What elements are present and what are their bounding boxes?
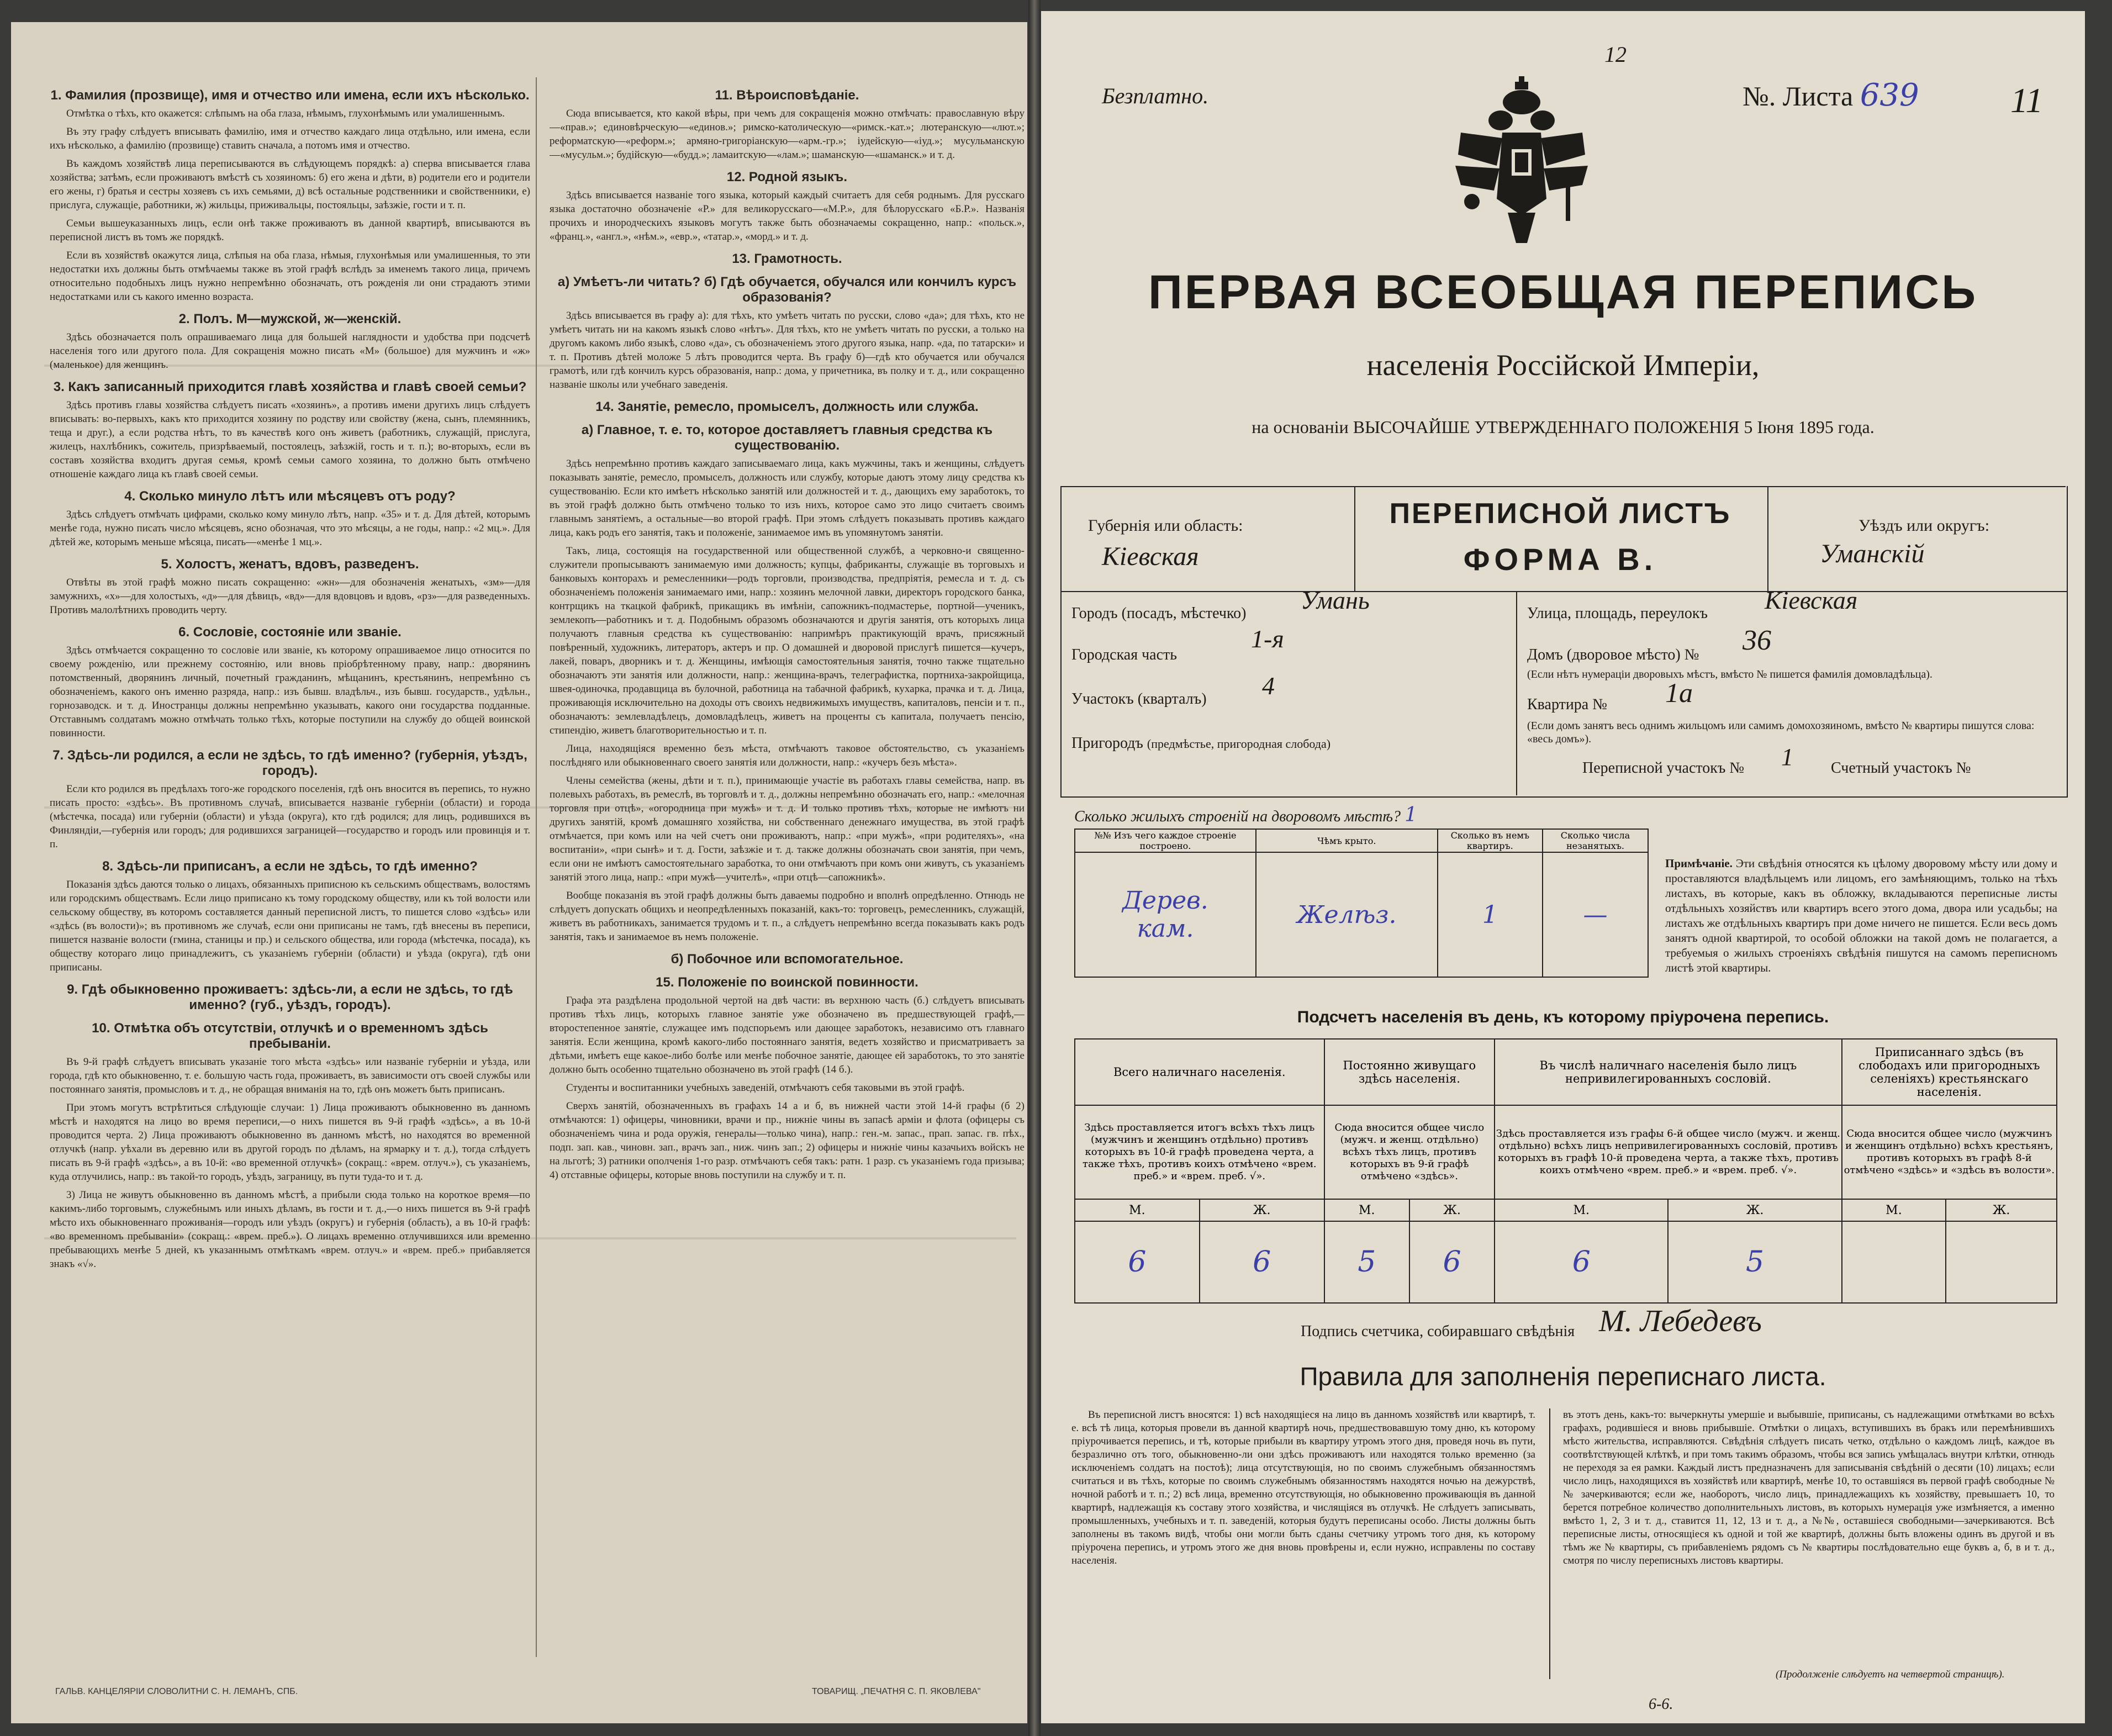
pencil-page-number: 12 [1604, 42, 1627, 67]
mz-label: Ж. [1409, 1199, 1495, 1221]
gubernia-box [1060, 486, 1355, 592]
paragraph: Показанія здѣсь даются только о лицахъ, обязанныхъ приписною къ сельскимъ обществамъ, волостямъ или городскимъ обществамъ. Если лицо приписано къ тому городскому обществу, или къ той волости или сельскому обществу, въ которомъ составляется данный переписной листъ, то пишется слово «здѣсь» или «здѣсь (въ волости)»; въ противномъ же случаѣ, если они приписаны не тамъ, гдѣ внесены въ переписи, пишется названіе волости (гмина, станицы и пр.) и сельского общества, или города (мѣстечка, посада), къ обществу котораго лицо принадлежитъ, съ указаніемъ губерніи (области) и уѣзда (округа), гдѣ они приписаны. [50, 879, 530, 973]
left-page [11, 22, 1027, 1723]
column-divider [536, 77, 537, 1657]
paragraph: Здѣсь непремѣнно противъ каждаго записываемаго лица, какъ мужчины, такъ и женщины, слѣдуетъ показывать занятіе, ремесло, промыселъ, должность или службу, которые даютъ этому лицу средства къ существованію. Если кто имѣетъ нѣсколько занятій или должностей и т. д., дающихъ ему заработокъ, то въ этой графѣ должно быть отмѣчено только то изъ нихъ, которое само это лицо считаетъ своимъ главнымъ занятіемъ, а остальные—во второй графѣ. При этомъ слѣдуетъ показывать противъ каждаго лица, какъ родъ его занятія, такъ и положеніе, занимаемое имъ въ упомянутомъ занятіи. [550, 458, 1025, 539]
paragraph: Вообще показанія въ этой графѣ должны быть даваемы подробно и вполнѣ опредѣленно. Отнюдь не слѣдуетъ допускать общихъ и неопредѣленныхъ показаній, какъ-то: торговецъ, ремесленникъ, служащій, живетъ въ работникахъ, занимается трудомъ и т. п., а слѣдуетъ непремѣнно всегда показывать какъ родъ занятія, такъ и занимаемое въ немъ положеніе. [550, 890, 1025, 943]
section-heading: 8. Здѣсь-ли приписанъ, а если не здѣсь, то гдѣ именно? [102, 859, 478, 874]
list-title: ПЕРЕПИСНОЙ ЛИСТЪ [1389, 498, 1731, 530]
section-heading: 13. Грамотность. [732, 251, 842, 266]
section-heading: 14. Занятіе, ремесло, промыселъ, должность или служба. [595, 399, 979, 414]
uchastok-value: 4 [1262, 672, 1275, 700]
signature-value: М. Лебедевъ [1599, 1304, 1762, 1338]
count-desc: Здѣсь проставляется итогъ всѣхъ тѣхъ лицъ (мужчинъ и женщинъ отдѣльно) противъ которыхъ въ 10-й графѣ проведена черта, а также тѣхъ, противъ коихъ отмѣчено «врем. преб.» и «врем. преб. √». [1075, 1105, 1324, 1199]
perepis-uchastok-label: Переписной участокъ № [1582, 759, 1745, 777]
uezd-value: Уманскій [1820, 539, 1925, 568]
gubernia-value: Кіевская [1102, 542, 1199, 571]
census-basis: на основаніи ВЫСОЧАЙШЕ УТВЕРЖДЕННАГО ПОЛОЖЕНІЯ 5 Іюня 1895 года. [1252, 417, 1875, 437]
paragraph: Въ каждомъ хозяйствѣ лица переписываются въ слѣдующемъ порядкѣ: а) сперва вписывается глава хозяйства; затѣмъ, если проживаютъ вмѣстѣ съ хозяиномъ: б) его жена и дѣти, в) родители его и родители его жены, г) братья и сестры хозяевъ съ ихъ семьями, д) всѣ остальные родственники и свойственники, е) прислуга, служащіе, работники, ж) жильцы, приживальцы, постояльцы, заѣзжіе, гости и т. п. [50, 158, 530, 211]
signature-label: Подпись счетчика, собиравшаго свѣдѣнія [1301, 1323, 1575, 1340]
paragraph: Семьи вышеуказанныхъ лицъ, если онѣ также проживаютъ въ данной квартирѣ, вписываются въ переписной листъ въ томъ же порядкѣ. [50, 218, 530, 243]
count-header: Приписаннаго здѣсь (въ слободахъ или пригородныхъ селеніяхъ) крестьянскаго населенія. [1842, 1039, 2057, 1105]
mz-label: Ж. [1946, 1199, 2057, 1221]
count-header: Въ числѣ наличнаго населенія было лицъ непривилегированныхъ сословій. [1495, 1039, 1842, 1105]
buildings-question: Сколько жилыхъ строеній на дворовомъ мѣстѣ? 1 [1074, 804, 1417, 826]
kv-value: 1а [1665, 677, 1693, 708]
bld-header: Чѣмъ крыто. [1256, 829, 1438, 852]
section-heading: а) Умѣетъ-ли читать? б) Гдѣ обучается, обучался или кончилъ курсъ образованія? [557, 275, 1017, 305]
section-heading: 4. Сколько минуло лѣтъ или мѣсяцевъ отъ роду? [124, 489, 456, 504]
instructions-column-2 [550, 80, 1025, 1690]
sheet-number-label: №. Листа 639 [1743, 77, 1919, 113]
paragraph: Студенты и воспитанники учебныхъ заведеній, отмѣчаютъ себя таковыми въ этой графѣ. [566, 1082, 965, 1094]
count-value: 5 [1668, 1221, 1841, 1303]
section-heading: а) Главное, т. е. то, которое доставляетъ главныя средства къ существованію. [581, 423, 993, 453]
mz-label: М. [1075, 1199, 1200, 1221]
bld-cell: Дерев. кам. [1075, 852, 1256, 977]
house-label: Домъ (дворовое мѣсто) № [1527, 646, 1699, 663]
paragraph: Здѣсь вписывается въ графу а): для тѣхъ, кто умѣетъ читать по русски, слово «да»; для тѣхъ, кто не умѣетъ читать ни на какомъ языкѣ слово «нѣтъ». Для тѣхъ, кто не умѣетъ читать по русски, а только на другомъ какомъ либо языкѣ, слово «да», съ обозначеніемъ этого другого языка, напр. «да, по татарски» и т. п. Противъ дѣтей моложе 5 лѣтъ проводится черта. Въ графу б)—гдѣ кто обучается или обучался грамотѣ, или гдѣ кончилъ курсъ образованія, напр.: дома, у причетника, въ полку и т. д., или сокращенно названіе школы или учебнаго заведенія. [550, 310, 1025, 391]
paragraph: Отмѣтка о тѣхъ, кто окажется: слѣпымъ на оба глаза, нѣмымъ, глухонѣмымъ или умалишеннымъ. [66, 108, 505, 119]
paragraph: Графа эта раздѣлена продольной чертой на двѣ части: въ верхнюю часть (б.) слѣдуетъ вписывать противъ тѣхъ лицъ, которыхъ главное занятіе уже обозначено въ предшествующей графѣ,—второстепенное занятіе, служащее имъ подспорьемъ или дающее заработокъ, независимо отъ главнаго занятія. Если женщина, кромѣ какого-либо постояннаго занятія, ведетъ хозяйство и присматриваетъ за дѣтьми, имѣетъ еще какое-либо болѣе или менѣе побочное занятіе, дающее ей заработокъ, то это занятіе должно быть особенно тщательно обозначено въ этой графѣ (14 б.). [550, 995, 1025, 1075]
mz-label: М. [1324, 1199, 1409, 1221]
house-value: 36 [1743, 625, 1771, 656]
paragraph: Если въ хозяйствѣ окажутся лица, слѣпыя на оба глаза, нѣмыя, глухонѣмыя или умалишенныя, то эти недостатки ихъ должны быть отмѣчаемы также въ этой графѣ вслѣдъ за именемъ такого лица, причемъ относительно подобныхъ лицъ нужно непремѣнно обозначать, отъ рожденія ли они страдаютъ этими недостатками или съ какого именно возраста. [50, 250, 530, 303]
bld-cell: — [1543, 852, 1648, 977]
count-header: Всего наличнаго населенія. [1075, 1039, 1324, 1105]
city-part-value: 1-я [1251, 625, 1284, 653]
paragraph: Такъ, лица, состоящія на государственной или общественной службѣ, а черковно-и священно-служители пропысываютъ занимаемую ими должность; купцы, фабриканты, служащіе въ торговыхъ и банковыхъ конторахъ и ремесленники—родъ торговли, производства, предпріятія, ремесла и т. д. съ обозначеніемъ положенія занимаемаго ими, напр.: хозяинъ мелочной лавки, директоръ городского банка, контрщикъ на ткацкой фабрикѣ, прикащикъ въ имѣніи, сапожникъ-подмастерье, портной—ученикъ, землекопъ—работникъ и т. д. Подобнымъ образомъ обозначаются и другія занятія, отъ которыхъ лица получаютъ главныя средства къ существованію: напримѣръ практикующій врачъ, присяжный повѣренный, художникъ, литераторъ, актеръ и пр. О домашней и дворовой прислугѣ пишется—кучеръ, лакей, поваръ, дворникъ и т. д. Женщины, имѣющія самостоятельныя занятія, точно также тщательно обозначаютъ эти занятія или должности, напр.: женщина-врачъ, телеграфистка, портниха-закройщица, швея-одиночка, продавщица въ булочной, работница на табачной фабрикѣ, кухарка, прачка и т. д. Лица, проживающія исключительно на доходы отъ своихъ недвижимыхъ имуществъ, капиталовъ, пенсіи и т. п., обозначаютъ: землевладѣлецъ, домовладѣлецъ, живетъ на проценты съ капитала, получаетъ пенсію, стипендію, живетъ благотворительностью и т. п. [550, 545, 1025, 736]
pencil-note: 6-6. [1649, 1696, 1673, 1713]
section-heading: 9. Гдѣ обыкновенно проживаетъ: здѣсь-ли, а если не здѣсь, то гдѣ именно? (губ., уѣздъ, городъ). [67, 982, 513, 1012]
paragraph: Сюда вписывается, кто какой вѣры, при чемъ для сокращенія можно отмѣчать: православную вѣру—«прав.»; единовѣрческую—«единов.»; римско-католическую—«римск.-кат.»; лютеранскую—«лют.»; реформатскую—«реформ.»; армяно-григоріанскую—«арм.-гр.»; іудейскую—«іуд.»; мусульманскую—«мусульм.»; будійскую—«будд.»; ламаитскую—«лам.»; шаманскую—«шаманск.» и т. д. [550, 108, 1025, 161]
bld-cell: Желѣз. [1256, 852, 1438, 977]
paragraph: Отвѣты въ этой графѣ можно писать сокращенно: «жн»—для обозначенія женатыхъ, «зм»—для замужнихъ, «х»—для холостыхъ, «д»—для дѣвицъ, «вд»—для вдовцовъ и вдовъ, «рз»—для разведенныхъ. Противъ малолѣтнихъ проводить черту. [50, 577, 530, 616]
section-heading: 6. Сословіе, состояніе или званіе. [178, 625, 402, 640]
count-value: 6 [1409, 1221, 1495, 1303]
schet-uchastok-label: Счетный участокъ № [1831, 759, 1971, 777]
paragraph: Члены семейства (жены, дѣти и т. п.), принимающіе участіе въ работахъ главы семейства, напр. въ полевыхъ работахъ, въ ремеслѣ, въ торговлѣ и т. д., должны непремѣнно обозначать его, напр.: «мелочная торговля при отцѣ», «огородница при мужѣ» и т. д. И только противъ тѣхъ, которые не имѣютъ ни другихъ занятій, кромѣ домашняго хозяйства, ни собственнаго денежнаго имущества, въ этой графѣ отмѣчается, при комъ или на чей счетъ они проживаютъ, напр.: «при мужѣ», «при родителяхъ», «на воспитаніи», «при сынѣ» и т. д. Гости, заѣзжіе и т. д. также должны обозначать свои занятія, при чемъ, если они не имѣютъ самостоятельнаго заработка, то они отмѣчаютъ при комъ они живутъ, съ указаніемъ занятій этого лица, напр.: «при мужѣ—учителѣ», «при отцѣ—сапожникѣ». [550, 775, 1025, 883]
paragraph: Сверхъ занятій, обозначенныхъ въ графахъ 14 а и б, въ нижней части этой 14-й графы (б 2) отмѣчаются: 1) офицеры, чиновники, врачи и пр., нижніе чины въ запасѣ арміи и флота (офицеры съ обозначеніемъ чина и рода оружія, генералы—только чина), напр.: ген.-м. запас., прап. запас. гв. пѣх., подп. зап. кав., чиновн. зап., врачъ зап., ниж. чинъ зап.; 2) офицеры и нижніе чины казачьихъ войскъ не на льготѣ; 3) ратники ополченія 1-го разр. отмѣчаютъ себя такъ: ратн. 1 разр. съ указаніемъ года призыва; 4) отставные офицеры, которые вновь поступили на службу и т. п. [550, 1100, 1025, 1181]
bld-header: №№ Изъ чего каждое строеніе построено. [1075, 829, 1256, 852]
paragraph: Здѣсь вписывается названіе того языка, который каждый считаетъ для себя роднымъ. Для русскаго языка достаточно обозначеніе «Р.» для великорусскаго—«М.Р.», для бѣлорусскаго «Б.Р.». Названія прочихъ и инородческихъ языковъ могутъ также быть обозначаемы сокращенно, напр.: «польск.», «франц.», «англ.», «нѣм.», «евр.», «татар.», «морд.» и т. д. [550, 189, 1025, 242]
census-title: ПЕРВАЯ ВСЕОБЩАЯ ПЕРЕПИСЬ [1148, 266, 1978, 319]
count-value [1842, 1221, 1946, 1303]
corner-number: 11 [2010, 81, 2044, 120]
printer-imprint-left: ГАЛЬВ. КАНЦЕЛЯРІИ СЛОВОЛИТНИ С. Н. ЛЕМАНЪ, СПБ. [55, 1687, 298, 1696]
count-value [1946, 1221, 2057, 1303]
mz-label: М. [1495, 1199, 1668, 1221]
street-label: Улица, площадь, переулокъ [1527, 605, 1708, 622]
paragraph: Здѣсь отмѣчается сокращенно то сословіе или званіе, къ которому опрашиваемое лицо относится по своему рожденію, или прежнему состоянію, или вновь пріобрѣтенному праву, напр.: дворянинъ потомственный, дворянинъ личный, почетный гражданинъ, мѣщанинъ, крестьянинъ, непремѣнно съ обозначеніемъ, какого онъ именно разряда, напр.: изъ бывш. владѣльч., изъ бывш. государств., удѣльн., горнозаводск. и т. д. Иностранцы должны непремѣнно указывать, какого они государства подданные. Отставнымъ солдатамъ можно отмѣчать только тѣхъ, которые поступили на службу до общей воинской повинности. [50, 645, 530, 739]
imperial-eagle-icon [1450, 72, 1593, 254]
right-page [1041, 11, 2085, 1723]
gubernia-label: Губернія или область: [1088, 516, 1243, 535]
city-part-label: Городская часть [1071, 646, 1178, 663]
rules-column-1: Въ переписной листъ вносятся: 1) всѣ находящіеся на лицо въ данномъ хозяйствѣ или квартирѣ, т. е. всѣ тѣ лица, которыя провели въ данной квартирѣ ночь, предшествовавшую тому дню, къ которому пріурочивается перепись, и тѣ, которые прибыли въ квартиру утромъ этого дня, проведя ночь въ пути, безразлично отъ того, обыкновенно-ли они здѣсь проживаютъ или находятся только временно (за исключеніемъ солдатъ на постоѣ); лица отсутствующія, но по своимъ служебнымъ обязанностямъ считаться и въ тѣхъ, которые по своимъ служебнымъ обязанностямъ находятся ночью на дежурствѣ, ночной работѣ и т. п.; 2) всѣ лица, временно отсутствующія, но обыкновенно проживающія въ данной квартирѣ, надлежащія къ составу этого хозяйства, и числящіяся въ отлучкѣ. Не слѣдуетъ записывать, промышленныхъ, учебныхъ и т. п. заведеній, которыя будутъ переписаны особо. Листы должны быть заполнены въ такомъ видѣ, чтобы они могли быть сданы счетчику утромъ того дня, къ которому пріурочена перепись, и утромъ этого же дня вновь провѣрены и, если нужно, исправлены по составу населенія. [1071, 1409, 1535, 1566]
paragraph: Здѣсь слѣдуетъ отмѣчать цифрами, сколько кому минуло лѣтъ, напр. «35» и т. д. Для дѣтей, которымъ менѣе года, нужно писать число мѣсяцевъ, ясно обозначая, что это мѣсяцы, а не годы, напр.: «2 мц.». Для дѣтей же, которымъ меньше мѣсяца, писать—«менѣе 1 мц.». [50, 509, 530, 548]
paragraph: Здѣсь обозначается полъ опрашиваемаго лица для большей наглядности и удобства при подсчетѣ населенія того или другого пола. Для сокращенія можно писать «М» (большое) для мужчинъ и «ж» (маленькое) для женщинъ. [50, 331, 530, 371]
section-heading: 2. Полъ. М—мужской, ж—женскій. [178, 312, 402, 326]
count-desc: Здѣсь проставляется изъ графы 6-й общее число (мужч. и женщ. отдѣльно) всѣхъ лицъ непривилегированныхъ сословій, противъ которыхъ въ графѣ 10-й проведена черта, а также тѣхъ, противъ коихъ отмѣчено «врем. преб.» и «врем. преб. √». [1495, 1105, 1842, 1199]
buildings-table [1074, 829, 1649, 978]
paragraph: Если кто родился въ предѣлахъ того-же городского поселенія, гдѣ онъ вносится въ перепись, то нужно писать просто: «здѣсь». Въ противномъ случаѣ, вписывается названіе губерніи (области) и города (мѣстечка, посада) или губерніи (области) и уѣзда (округа), кто гдѣ родился; для лицъ, родившихся въ Финляндіи,—губернія или городъ; для родившихся заграницей—государство и городъ или провинція и т. п. [50, 783, 530, 850]
count-value: 6 [1075, 1221, 1200, 1303]
note-block: Примѣчаніе. Эти свѣдѣнія относятся къ цѣлому дворовому мѣсту или дому и проставляются владѣльцемъ или лицомъ, его замѣняющимъ, только на тѣхъ листахъ, въ которые, какъ въ обложку, вкладываются переписные листы отдѣльныхъ хозяйствъ или квартиръ всего этого дома, двора или усадьбы; на листахъ же отдѣльныхъ квартиръ при доме ничего не пишется. Если весь домъ занятъ одной квартирой, то особой обложки на такой домъ не полагается, а требуемыя о жилыхъ строеніяхъ свѣдѣнія пишутся на самомъ переписномъ листѣ этой квартиры. [1665, 857, 2057, 974]
prigorod-label: Пригородъ (предмѣстье, пригородная слобода) [1071, 735, 1331, 752]
uezd-label: Уѣздъ или округъ: [1858, 516, 1990, 535]
form-label: ФОРМА В. [1463, 542, 1657, 577]
count-value: 5 [1324, 1221, 1409, 1303]
count-table [1074, 1038, 2057, 1304]
bld-header: Сколько числа незанятыхъ. [1543, 829, 1648, 852]
mz-label: М. [1842, 1199, 1946, 1221]
instructions-column-1 [50, 80, 530, 1690]
rules-column-2: въ этотъ день, какъ-то: вычеркнуты умершіе и выбывшіе, приписаны, съ надлежащими отмѣтками во всѣхъ графахъ, родившіеся и вновь прибывшіе. Отмѣтки о лицахъ, вступившихъ въ бракъ или перемѣнившихъ мѣсто жительства, исправляются. Свѣдѣнія слѣдуетъ писать четко, отдѣльно о каждомъ лицѣ, каждое въ соотвѣтствующей клѣткѣ, и при томъ такимъ образомъ, чтобы вся запись умѣщалась внутри клѣтки, отнюдь не переходя за ея рамки. Каждый листъ предназначенъ для записыванія свѣдѣній о десяти (10) лицахъ; если число лицъ, находящихся въ хозяйствѣ или квартирѣ, менѣе 10, то оставшіяся въ первой графѣ свободные №№ зачеркиваются; если же, наоборотъ, число лицъ, принадлежащихъ къ хозяйству, превышаетъ 10, то берется потребное количество дополнительныхъ листовъ, въ которыхъ нумерація уже измѣняется, а именно вмѣсто 1, 2, 3 и т. д., ставится 11, 12, 13 и т. д., а №№, оставшіеся свободными—зачеркиваются. Всѣ переписные листы, относящіеся къ одной и той же квартирѣ, должны быть вложены одинъ въ другой и въ тѣмъ же № квартиры, съ прибавленіемъ рядомъ съ № квартиры послѣдовательно еще буквъ а, б, в и т. д., смотря по числу переписныхъ листовъ квартиры. [1563, 1409, 2055, 1566]
city-value: Умань [1301, 586, 1370, 614]
section-heading: 1. Фамилия (прозвище), имя и отчество или имена, если ихъ нѣсколько. [50, 88, 530, 103]
count-value: 6 [1495, 1221, 1668, 1303]
address-divider [1516, 591, 1517, 795]
section-heading: 5. Холостъ, женатъ, вдовъ, разведенъ. [161, 557, 419, 572]
mz-label: Ж. [1668, 1199, 1841, 1221]
paragraph: 3) Лица не живутъ обыкновенно въ данномъ мѣстѣ, а прибыли сюда только на короткое время—по какимъ-либо торговымъ, служебнымъ или иныхъ дѣламъ, въ гости и т. д.,—о нихъ пишется въ 9-й графѣ мѣсто ихъ обыкновеннаго проживанія—городъ или уѣздъ (округъ) и губернія (область), а въ 10-й графѣ: «во временномъ пребываніи» (сокращ.: «врем. преб.»). О лицахъ временно отлучившихся или временно пребывающихъ менѣе 5 дней, къ указаннымъ отмѣткамъ «врем. отлуч.» и «врем. преб.» прибавляется знакъ «√». [50, 1189, 530, 1270]
perepis-uchastok-value: 1 [1781, 743, 1793, 771]
paragraph: Здѣсь противъ главы хозяйства слѣдуетъ писать «хозяинъ», а противъ имени другихъ лицъ слѣдуетъ вписывать: во-первыхъ, какъ кто приходится хозяину по родству или свойству (жена, сынъ, племянникъ, теща и друг.), а если родства нѣтъ, то въ качествѣ кого онъ живетъ (работникъ, служащій, прислуга, жилецъ, нахлѣбникъ, сожитель, призрѣваемый, постоялецъ, заѣзжій, гость и т. п.); во-вторыхъ, если въ составъ хозяйства входитъ другая семья, кромѣ семьи самого хозяина, то должно быть отмѣчено отношеніе каждаго лица къ главѣ своей семьи. [50, 399, 530, 480]
rules-divider [1549, 1408, 1550, 1679]
paragraph: При этомъ могутъ встрѣтиться слѣдующіе случаи: 1) Лица проживаютъ обыкновенно въ данномъ мѣстѣ и находятся на лицо во время переписи,—о нихъ пишется въ 9-й графѣ «здѣсь», а въ 10-й проводится черта. 2) Лица проживаютъ обыкновенно въ данномъ мѣстѣ, но находятся во временной отлучкѣ (напр. уѣхали въ деревню или въ другой городъ по дѣламъ, на ярмарку и т. д.), тогда слѣдуетъ писать въ 9-й графѣ «здѣсь», а въ 10-й: «во временной отлучкѣ» (сокращ.: «врем. отлуч.»), съ указаніемъ, куда отлучились, напр.: въ такой-то городъ, уѣздъ, заграницу, въ пути туда-то и т. д. [50, 1102, 530, 1183]
book-spine [1028, 0, 1041, 1736]
count-header: Постоянно живущаго здѣсь населенія. [1324, 1039, 1495, 1105]
paragraph: Въ эту графу слѣдуетъ вписывать фамилію, имя и отчество каждаго лица отдѣльно, или имена, если ихъ нѣсколько, а фамилію (прозвище) ставить сначала, а потомъ имя и отчество. [50, 126, 530, 151]
bld-header: Сколько въ немъ квартиръ. [1438, 829, 1543, 852]
section-heading: 3. Какъ записанный приходится главѣ хозяйства и главѣ своей семьи? [53, 379, 527, 394]
section-heading: 11. Вѣроисповѣданіе. [715, 88, 859, 103]
paragraph: Въ 9-й графѣ слѣдуетъ вписывать указаніе того мѣста «здѣсь» или названіе губерніи и уѣзда, или города, гдѣ кто обыкновенно, т. е. большую часть года, проживаетъ, въ зависимости отъ своей службы или постояннаго занятія, промысловъ и т. д., не обращая вниманія на то, гдѣ онъ можетъ быть приписанъ. [50, 1056, 530, 1095]
kv-note: (Если домъ занятъ весь однимъ жильцомъ или самимъ домохозяиномъ, вмѣсто № квартиры пишутся слова: «весь домъ»). [1527, 720, 2035, 745]
section-heading: 10. Отмѣтка объ отсутствіи, отлучкѣ и о временномъ здѣсь пребываніи. [92, 1021, 488, 1051]
section-heading: 12. Родной языкъ. [726, 170, 848, 184]
rules-continuation: (Продолженіе слѣдуетъ на четвертой страницѣ). [1776, 1669, 2005, 1680]
free-label: Безплатно. [1102, 83, 1209, 108]
bld-cell: 1 [1438, 852, 1543, 977]
kv-label: Квартира № [1527, 696, 1607, 713]
section-heading: б) Побочное или вспомогательное. [670, 952, 904, 967]
street-value: Кіевская [1765, 586, 1858, 614]
mz-label: Ж. [1200, 1199, 1324, 1221]
paragraph: Лица, находящіяся временно безъ мѣста, отмѣчаютъ таковое обстоятельство, съ указаніемъ послѣдняго или обыкновеннаго своего занятія или должности, напр.: «кучеръ безъ мѣста». [550, 743, 1025, 768]
count-desc: Сюда вносится общее число (мужч. и женщ. отдѣльно) всѣхъ тѣхъ лицъ, противъ которыхъ въ 9-й графѣ отмѣчено «здѣсь». [1324, 1105, 1495, 1199]
printer-imprint-right: ТОВАРИЩ. „ПЕЧАТНЯ С. П. ЯКОВЛЕВА" [812, 1687, 981, 1696]
census-subtitle: населенія Россійской Имперіи, [1366, 349, 1760, 382]
count-desc: Сюда вносится общее число (мужчинъ и женщинъ отдѣльно) всѣхъ крестьянъ, противъ которыхъ въ графѣ 8-й отмѣчено «здѣсь» и «здѣсь въ волости». [1842, 1105, 2057, 1199]
section-heading: 7. Здѣсь-ли родился, а если не здѣсь, то гдѣ именно? (губернія, уѣздъ, городъ). [52, 748, 527, 778]
count-title: Подсчетъ населенія въ день, къ которому пріурочена перепись. [1297, 1008, 1829, 1026]
section-heading: 15. Положеніе по воинской повинности. [656, 975, 918, 990]
uchastok-label: Участокъ (кварталъ) [1071, 690, 1207, 708]
count-value: 6 [1200, 1221, 1324, 1303]
rules-title: Правила для заполненія переписнаго листа. [1300, 1362, 1826, 1391]
city-label: Городъ (посадъ, мѣстечко) [1071, 605, 1247, 622]
house-note: (Если нѣтъ нумераціи дворовыхъ мѣстъ, вмѣсто № пишется фамилія домовладѣльца). [1527, 668, 1933, 680]
